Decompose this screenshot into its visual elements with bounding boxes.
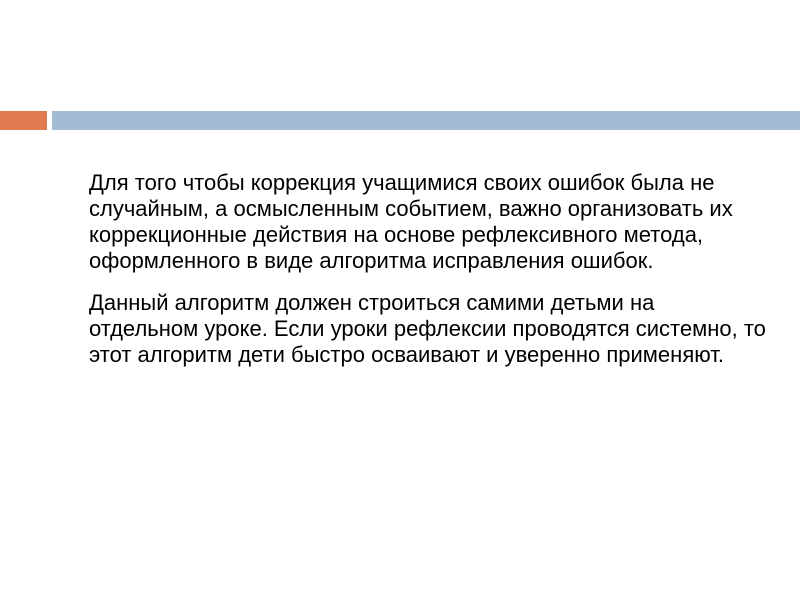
accent-bar-orange (0, 111, 47, 130)
accent-bar-blue (52, 111, 800, 130)
slide-body (89, 170, 769, 368)
paragraph-1: Для того чтобы коррекция учащимися своих ошибок была не случайным, а осмысленным событием, важно организовать их коррекционные действия на основе рефлексивного метода, оформленного в виде алгоритма исправления ошибок. (89, 170, 733, 273)
paragraph-2: Данный алгоритм должен строиться самими детьми на отдельном уроке. Если уроки рефлексии проводятся системно, то этот алгоритм дети быстро осваивают и уверенно применяют. (89, 290, 766, 367)
